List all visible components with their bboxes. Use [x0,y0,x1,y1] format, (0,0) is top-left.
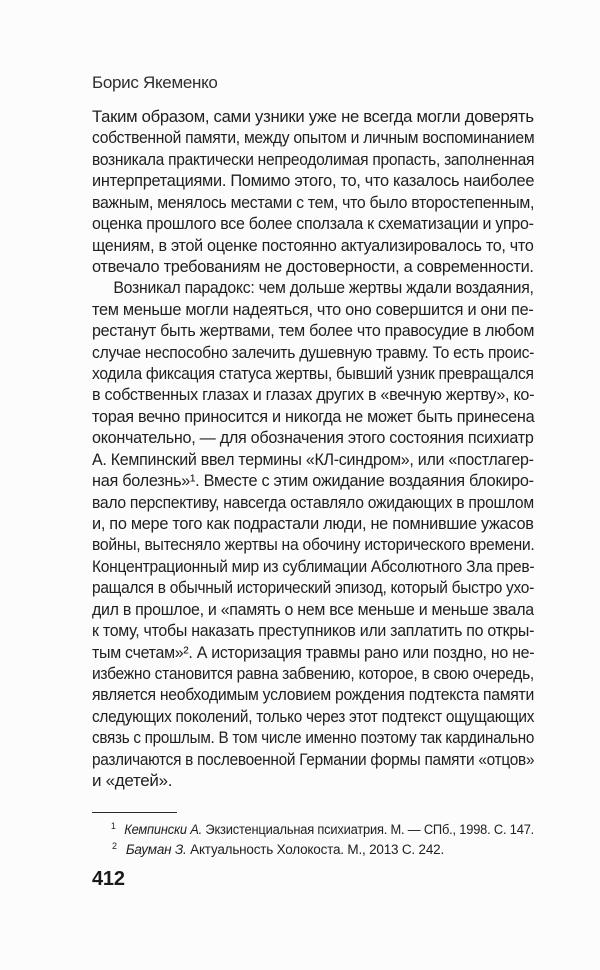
text-line: оценка прошлого все более сползала к схематизации и упро- [92,214,534,234]
text-line: ходила фиксация статуса жертвы, бывший узник превращался [92,364,534,384]
text-line: войны, вытесняло жертвы на обочину исторического времени. [92,535,535,555]
footnote-text: Экзистенциальная психиатрия. М. — СПб., 1998. С. 147. [205,822,535,837]
text-line: случае неспособно залечить душевную травму. То есть проис- [92,342,535,362]
text-line: ная болезнь»¹. Вместе с этим ожидание воздаяния блокиро- [92,471,534,491]
footnote-author: Кемпински А. [124,822,206,837]
text-line: различаются в послевоенной Германии формы памяти «отцов» [92,749,535,769]
text-line: окончательно, — для обозначения этого состояния психиатр [92,428,534,448]
text-line: щениям, в этой оценке постоянно актуализировалось то, что [92,235,534,255]
text-line: торая вечно приносится и никогда не может быть принесена [92,406,535,426]
text-line: Концентрационный мир из сублимации Абсолютного Зла прев- [92,556,535,576]
footnote-text: Актуальность Холокоста. М., 2013 С. 242. [190,842,444,857]
running-head: Борис Якеменко [92,73,218,92]
text-line: следующих поколений, только через этот подтекст ощущающих [92,706,535,726]
text-line: и, по мере того как подрастали люди, не помнившие ужасов [92,514,534,534]
text-line: ращался в обычный исторический эпизод, который быстро ухо- [92,578,534,598]
text-line: тем меньше могли надеяться, что оно совершится и они пе- [92,299,534,319]
text-line: дил в прошлое, и «память о нем все меньше и меньше звала [92,599,534,619]
text-line: избежно становится равна забвению, которое, в свою очередь, [92,663,534,683]
text-line: интерпретациями. Помимо этого, то, что казалось наиболее [92,171,535,191]
footnote-separator [92,812,177,813]
footnote-marker: 1 [111,820,116,831]
body-text [92,106,534,792]
text-line: Возникал парадокс: чем дольше жертвы ждали воздаяния, [113,278,534,298]
text-line: и «детей». [92,771,173,791]
text-line: А. Кемпинский ввел термины «КЛ-синдром», или «постлагер- [92,449,534,469]
footnotes-section [92,812,534,860]
text-line: в собственных глазах и глазах других в «вечную жертву», ко- [92,385,535,405]
text-line: к тому, чтобы наказать преступников или заплатить по откры- [92,621,535,641]
footnote-author: Бауман З. [125,842,191,857]
text-line: отвечало требованиям не достоверности, а современности. [92,256,534,276]
footnote [92,820,535,840]
text-line: собственной памяти, между опытом и личным воспоминанием [92,128,535,148]
text-line: Таким образом, сами узники уже не всегда могли доверять [92,107,534,126]
text-line: вало перспективу, навсегда оставляло ожидающих в прошлом [92,492,534,512]
text-line: связь с прошлым. В том числе именно поэтому так кардинально [92,728,535,748]
text-line: является необходимым условием рождения подтекста памяти [92,685,535,705]
text-line: тым счетам»². А историзация травмы рано или поздно, но не- [92,642,535,662]
page-number: 412 [92,868,125,890]
text-line: рестанут быть жертвами, тем более что правосудие в любом [92,321,535,341]
text-line: возникала практически непреодолимая пропасть, заполненная [92,149,535,169]
footnote-list [92,820,534,860]
text-line: важным, менялось местами с тем, что было второстепенным, [92,192,535,212]
footnote [92,840,534,860]
footnote-marker: 2 [112,840,117,851]
